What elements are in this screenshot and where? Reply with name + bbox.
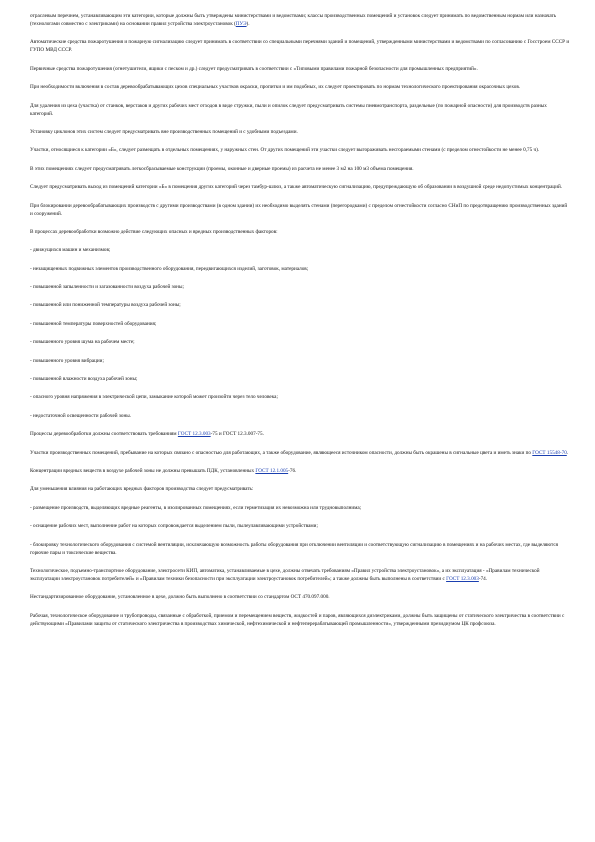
paragraph-text: - повышенной температуры поверхностей оборудования; xyxy=(30,320,157,327)
paragraph-text: . xyxy=(566,449,569,456)
paragraph xyxy=(30,412,570,420)
paragraph xyxy=(30,430,570,438)
paragraph-text: Установку циклонов этих систем следует предусматривать вне производственных помещений и с удобными подъездами. xyxy=(30,128,298,135)
paragraph-text: -76. xyxy=(288,467,297,474)
paragraph xyxy=(30,165,570,173)
paragraph-text: Участки производственных помещений, пребывание на которых связано с опасностью для работающих, а также оборудование, являющееся источником опасности, должны быть окрашены в сигнальные цвета и иметь знаки по xyxy=(30,449,533,456)
paragraph-text: -75 и ГОСТ 12.3.007-75. xyxy=(210,431,264,438)
paragraph-text: При блокировании деревообрабатывающих производств с другими производствами (в одном здании) их необходимо выделять стенами (перегородками) с пределом огнестойкости согласно СНиП по предотвращению производственных зданий и сооружений. xyxy=(30,202,568,217)
paragraph xyxy=(30,283,570,291)
paragraph-text: - повышенного уровня шума на рабочем месте; xyxy=(30,339,135,346)
paragraph xyxy=(30,128,570,136)
paragraph-text: - оснащение рабочих мест, выполнение работ на которых сопровождается выделением пыли, пылеулавливающими устройствами; xyxy=(30,523,318,530)
paragraph xyxy=(30,65,570,73)
paragraph xyxy=(30,467,570,475)
paragraph-text: Первичные средства пожаротушения (огнетушители, ящики с песком и др.) следует предусматривать в соответствии с «Типовыми правилами пожарной безопасности для промышленных предприятий». xyxy=(30,65,478,72)
paragraph-text: В этих помещениях следует предусматривать легкосбрасываемые конструкции (проемы, оконные и дверные проемы) из расчета не менее 3 м2 на 100 м3 объема помещения. xyxy=(30,165,414,172)
document-link[interactable]: ГОСТ 12.1.005 xyxy=(255,467,289,474)
paragraph-text: - опасного уровня напряжения в электрической цепи, замыкание которой может произойти через тело человека; xyxy=(30,394,278,401)
paragraph-text: Автоматические средства пожаротушения и пожарную сигнализацию следует принимать в соответствии со специальными перечнями зданий и помещений, утвержденными министерствами и ведомствами по согласованию с Госстроем СССР и ГУПО МВД СССР. xyxy=(30,39,570,54)
document-link[interactable]: ГОСТ 12.3.003 xyxy=(177,431,211,438)
paragraph xyxy=(30,146,570,154)
paragraph-text: - повышенной влажности воздуха рабочей зоны; xyxy=(30,376,138,383)
paragraph xyxy=(30,12,570,28)
paragraph-text: Для удаления из цеха (участка) от станков, верстаков и других рабочих мест отходов в виде стружки, пыли и опилок следует предусматривать системы пневмотранспорта, раздельные (по пожарной опасности) для производств разных категорий. xyxy=(30,102,547,117)
document-link[interactable]: ГОСТ 15548-70 xyxy=(532,449,567,456)
document-link[interactable]: ПУЭ xyxy=(235,21,247,27)
paragraph-text: Технологическое, подъемно-транспортное оборудование, электросети КИП, автоматика, устанавливаемые в цехе, должны отвечать требованиям «Правил устройства электроустановок», а их эксплуатация - «Правилам технической эксплуатации электроустановок потребителей» и «Правилам техники безопасности при эксплуатации электроустановок потребителей»; а также должны быть выполнены в соответствии с xyxy=(30,567,540,582)
paragraph xyxy=(30,338,570,346)
paragraph-text: -74. xyxy=(478,575,488,582)
paragraph xyxy=(30,393,570,401)
paragraph xyxy=(30,504,570,512)
paragraph-text: ). xyxy=(246,21,250,27)
paragraph xyxy=(30,522,570,530)
paragraph-text: - недостаточной освещенности рабочей зоны. xyxy=(30,412,132,419)
paragraph-text: - блокировку технологического оборудования с системой вентиляции, исключающую возможность работы оборудования при отключении вентиляции и соответствующую сигнализацию в помещениях и на рабочих местах, где выделяются горючие пары и токсические вещества. xyxy=(30,541,559,556)
paragraph xyxy=(30,357,570,365)
paragraph-text: Нестандартизированное оборудование, установленное в цехе, должно быть выполнено в соответствии со стандартом ОСТ 470.097.000. xyxy=(30,594,330,601)
paragraph-text: - повышенной или пониженной температуры воздуха рабочей зоны; xyxy=(30,302,181,309)
paragraph xyxy=(30,38,570,54)
paragraph-text: - размещение производств, выделяющих вредные реагенты, в изолированных помещениях, если герметизация их невозможна или трудновыполнима; xyxy=(30,504,362,511)
paragraph-text: - движущихся машин и механизмов; xyxy=(30,247,111,254)
paragraph xyxy=(30,183,570,191)
paragraph-text: - незащищенных подвижных элементов производственного оборудования, передвигающихся изделий, заготовок, материалов; xyxy=(30,265,309,272)
paragraph-text: Следует предусматривать выход из помещений категории «Б» в помещения других категорий через тамбур-шлюз, а также автоматическую сигнализацию, предупреждающую об образовании в воздушной среде недопустимых концентраций. xyxy=(30,184,563,191)
paragraph-text: Процессы деревообработки должны соответствовать требованиям xyxy=(30,431,178,438)
paragraph-text: В процессах деревообработки возможно действие следующих опасных и вредных производственных факторов: xyxy=(30,228,278,235)
document-link[interactable]: ГОСТ 12.3.003 xyxy=(446,575,479,582)
paragraph xyxy=(30,265,570,273)
paragraph-text: отраслевым перечнем, устанавливающим эти категории, которые должны быть утверждены министерствами и ведомствами; классы производственных помещений и установок следует принимать по ведомственным нормам или назначать (технологами совместно с электриками) на основании правил устройства электроустановок ( xyxy=(30,13,557,27)
paragraph xyxy=(30,102,570,118)
paragraph-text: Для уменьшения влияния на работающих вредных факторов производства следует предусматривать: xyxy=(30,486,254,493)
paragraph xyxy=(30,375,570,383)
paragraph xyxy=(30,301,570,309)
paragraph-text: - повышенного уровня вибрации; xyxy=(30,357,104,364)
paragraph xyxy=(30,485,570,493)
paragraph xyxy=(30,567,570,583)
paragraph-text: - повышенной запыленности и загазованности воздуха рабочей зоны; xyxy=(30,284,184,291)
paragraph-text: Рабочая, технологическое оборудование и трубопроводы, связанные с обработкой, приемом и перемещением веществ, жидкостей и паров, являющихся диэлектриками, должны быть защищены от статического электричества в соответствии с действующими «Правилами защиты от статического электричества в производствах химической, нефтехимической и нефтеперерабатывающей промышленности», утвержденными президиумом ЦК профсоюза. xyxy=(30,612,565,627)
paragraph xyxy=(30,202,570,218)
paragraph xyxy=(30,593,570,601)
paragraph xyxy=(30,449,570,457)
paragraph-text: Концентрации вредных веществ в воздухе рабочей зоны не должны превышать ПДК, установленных xyxy=(30,467,256,474)
paragraph-text: Участки, относящиеся к категории «Б», следует размещать в отдельных помещениях, у наружных стен. От других помещений эти участки следует выгораживать несгораемыми стенами (с пределом огнестойкости не менее 0,75 ч). xyxy=(30,147,540,154)
paragraph-text: При необходимости включения в состав деревообрабатывающих цехов специальных участков окраски, пропитки и им подобных, их следует проектировать по нормам технологического проектирования окрасочных цехов. xyxy=(30,84,521,91)
paragraph xyxy=(30,246,570,254)
paragraph xyxy=(30,83,570,91)
document-page xyxy=(30,12,570,638)
paragraph xyxy=(30,320,570,328)
paragraph xyxy=(30,228,570,236)
paragraph xyxy=(30,541,570,557)
paragraph xyxy=(30,612,570,628)
